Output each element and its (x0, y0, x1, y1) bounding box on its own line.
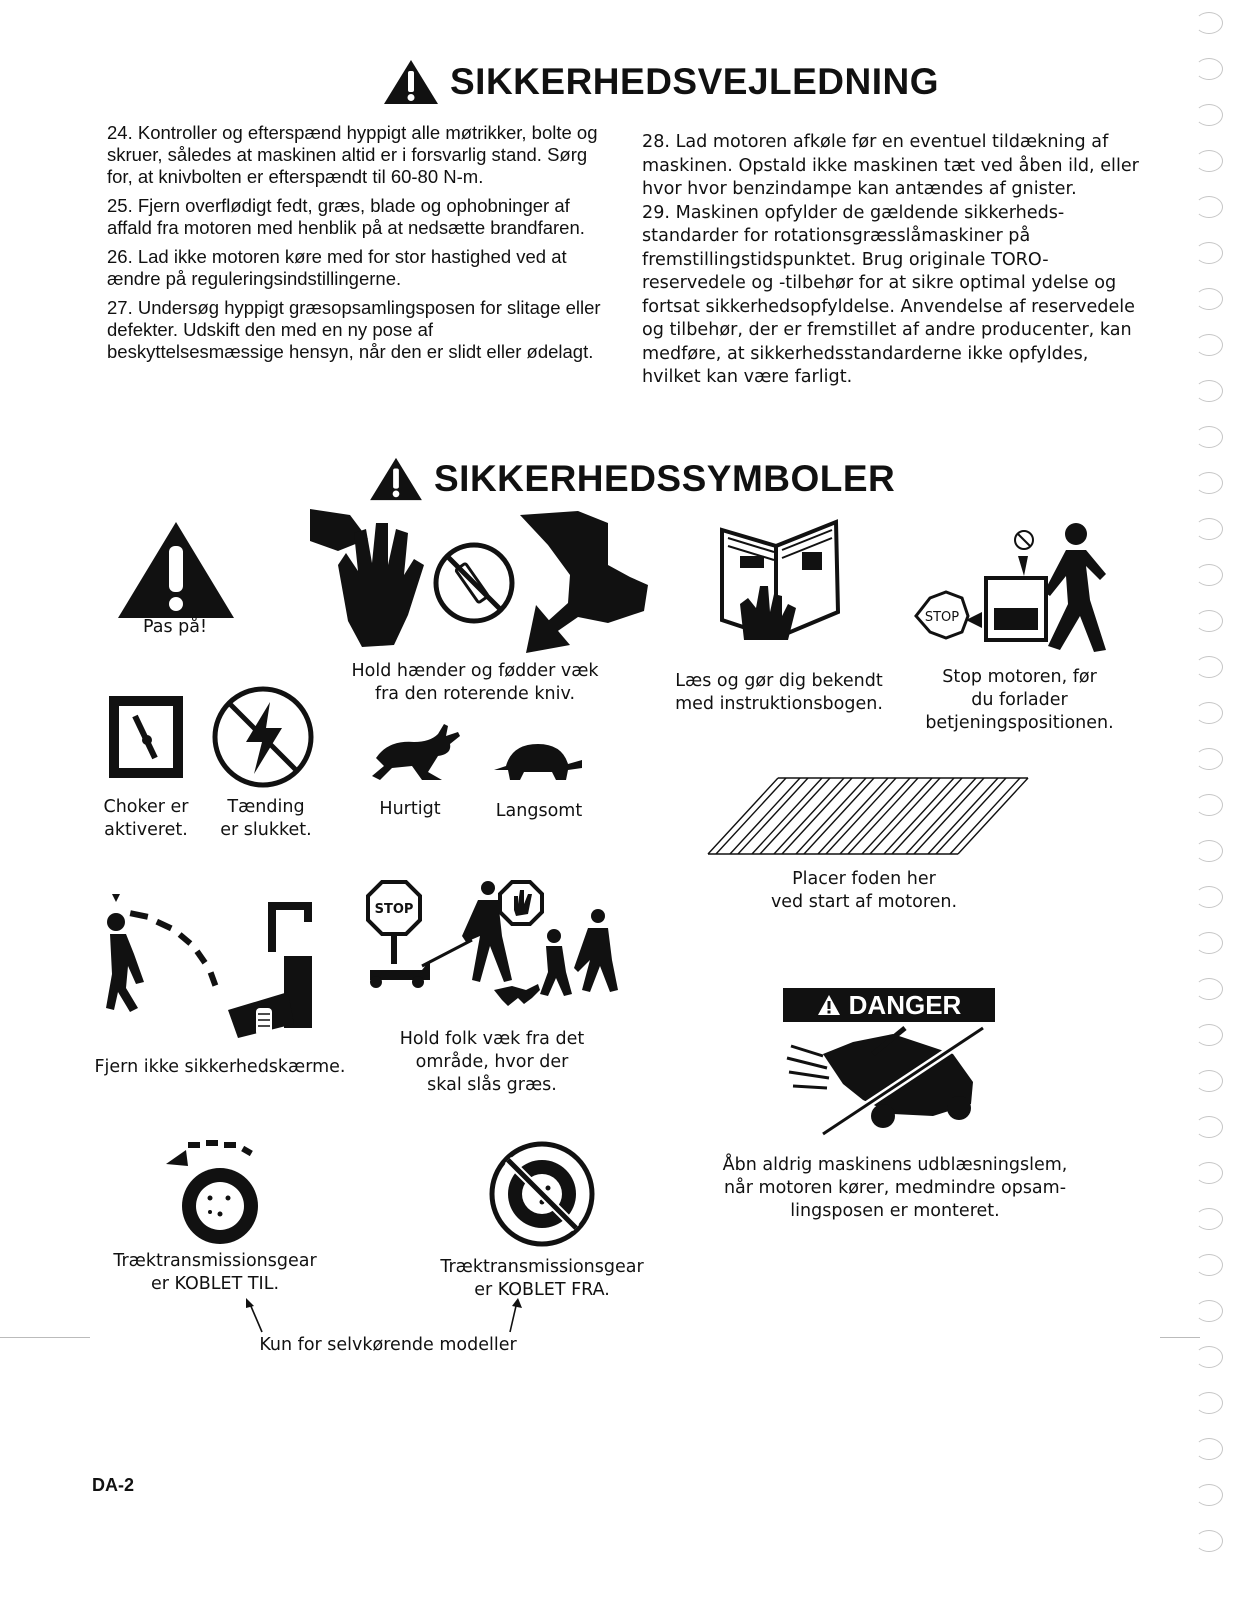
caption-read-manual: Læs og gør dig bekendt med instruktionsbogen. (675, 671, 883, 714)
foot-placement-icon (706, 776, 1032, 856)
caption-self-propelled: Kun for selvkørende modeller (259, 1335, 517, 1355)
ignition-off-icon (210, 684, 316, 790)
traction-drive-disengaged-icon (488, 1140, 596, 1248)
stop-sign-text: STOP (924, 610, 960, 625)
heading-text: SIKKERHEDSVEJLEDNING (450, 61, 940, 102)
caption-shields: Fjern ikke sikkerhedskærme. (94, 1057, 346, 1077)
caption-pas-pa: Pas på! (142, 617, 208, 637)
item-28: 28. Lad motoren afkøle før en eventuel tildækning af maskinen. Opstald ikke maskinen tæt ved åben ild, eller hvor hvor benzindampe kan antændes af gnister. (642, 132, 1139, 199)
heading-text: SIKKERHEDSSYMBOLER (434, 458, 896, 499)
item-25: 25. Fjern overflødigt fedt, græs, blade og ophobninger af affald fra motoren med henblik på at nedsætte brandfaren. (107, 195, 585, 238)
warning-triangle-icon (817, 994, 841, 1016)
right-column (642, 131, 1142, 397)
page-number: DA-2 (92, 1475, 135, 1495)
danger-text: DANGER (848, 989, 962, 1020)
danger-label (783, 988, 995, 1022)
stop-engine-leave-icon (910, 520, 1120, 660)
pointer-arrows (240, 1296, 530, 1336)
warning-triangle-icon (368, 456, 424, 502)
item-24: 24. Kontroller og efterspænd hyppigt alle møtrikker, bolte og skruer, således at maskinen altid er i forsvarlig stand. Sørg for, at knivbolten er efterspændt til 60-80 N-m. (107, 122, 598, 187)
safety-shield-icon (98, 892, 318, 1042)
caption-discharge: Åbn aldrig maskinens udblæsningslem, når motoren kører, medmindre opsam- lingsposen er monteret. (722, 1155, 1068, 1221)
caption-slow: Langsomt (495, 801, 583, 821)
page-rule (0, 1337, 90, 1338)
caution-triangle-icon (116, 520, 236, 620)
page-rule (1160, 1337, 1200, 1338)
caption-hands-feet: Hold hænder og fødder væk fra den roterende kniv. (351, 661, 599, 704)
section-heading-guide (382, 58, 939, 106)
manual-book-icon (716, 516, 844, 640)
item-26: 26. Lad ikke motoren køre med for stor hastighed ved at ændre på reguleringsindstillingerne. (107, 246, 567, 289)
choke-icon (107, 694, 185, 780)
caption-drive-on: Træktransmissionsgear er KOBLET TIL. (113, 1251, 317, 1294)
traction-drive-engaged-icon (164, 1136, 270, 1246)
discharge-chute-icon (783, 1024, 995, 1144)
caption-ignition: Tænding er slukket. (220, 797, 312, 840)
stop-sign-text: STOP (374, 902, 414, 917)
left-column (107, 122, 602, 370)
section-heading-symbols (368, 456, 895, 502)
caption-drive-off: Træktransmissionsgear er KOBLET FRA. (440, 1257, 644, 1300)
warning-triangle-icon (382, 58, 440, 106)
caption-choke: Choker er aktiveret. (103, 797, 189, 840)
rabbit-fast-icon (368, 722, 464, 784)
hand-foot-blade-icon (308, 505, 653, 655)
caption-stop-engine: Stop motoren, før du forlader betjeningspositionen. (925, 667, 1114, 733)
item-27: 27. Undersøg hyppigt græsopsamlingsposen for slitage eller defekter. Udskift den med en ny pose af beskyttelsesmæssige hensyn, når den er slidt eller ødelagt. (107, 297, 601, 362)
caption-keep-people: Hold folk væk fra det område, hvor der skal slås græs. (399, 1029, 585, 1095)
item-29: 29. Maskinen opfylder de gældende sikkerheds-standarder for rotationsgræsslåmaskiner på fremstillingstidspunktet. Brug originale TORO-reservedele og -tilbehør for at sikre optimal ydelse og fortsat sikkerhedsopfyldelse. Anvendelse af reservedele og tilbehør, der er fremstillet af andre producenter, kan medføre, at sikkerhedsstandarderne ikke opfyldes, hvilket kan være farligt. (642, 202, 1136, 387)
caption-foot-here: Placer foden her ved start af motoren. (770, 869, 958, 912)
caption-fast: Hurtigt (379, 799, 441, 819)
turtle-slow-icon (492, 740, 584, 782)
keep-people-away-icon (362, 876, 622, 1014)
